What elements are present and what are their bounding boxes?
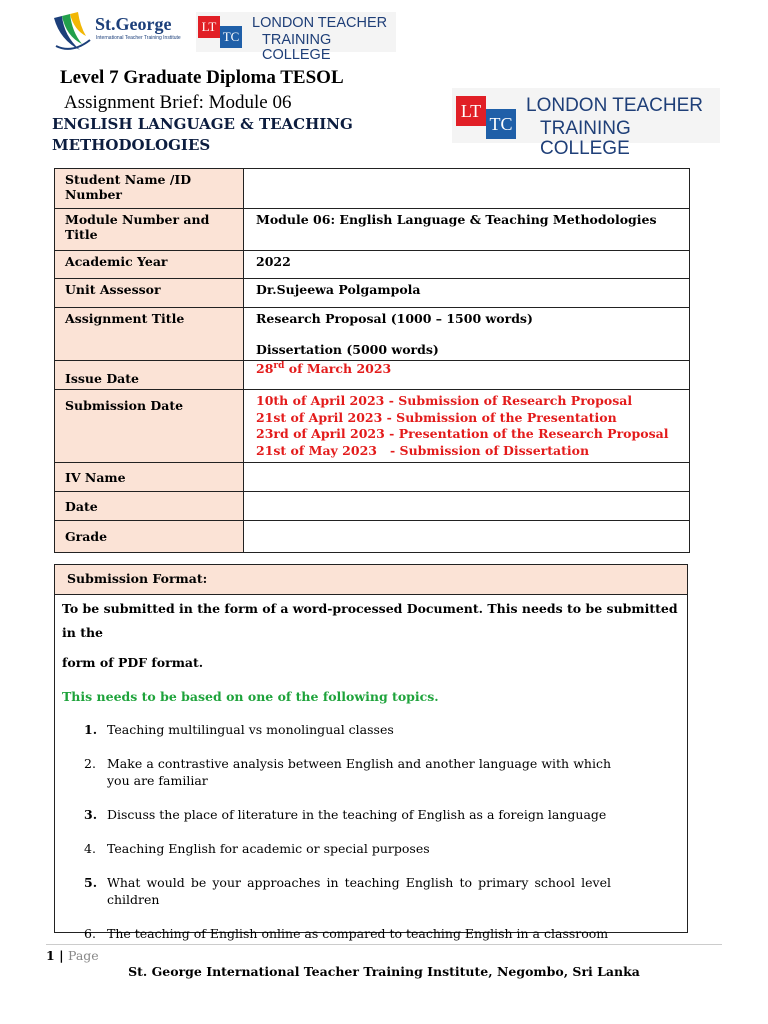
lttc-logo-small (196, 12, 396, 64)
topic-text: Make a contrastive analysis between English and another language with which you are familiar (107, 756, 611, 788)
topic-number: 3. (84, 807, 98, 822)
topic-number: 5. (84, 875, 98, 890)
module-title-line1: ENGLISH LANGUAGE & TEACHING (52, 115, 353, 133)
table-row (55, 209, 690, 251)
list-item (62, 806, 681, 823)
requirement-line2: form of PDF format. (62, 655, 204, 670)
topic-number: 6. (84, 926, 96, 941)
lttc-large-lt-box: LT (456, 96, 486, 126)
topic-number: 2. (84, 756, 96, 771)
issue-date-rest: of March 2023 (284, 361, 392, 377)
page-number (46, 948, 99, 963)
submission-date-label: Submission Date (55, 390, 244, 463)
topic-text: Teaching English for academic or special purposes (107, 841, 430, 856)
stgeorge-name: St.George (95, 14, 172, 34)
date-label: Date (55, 492, 244, 521)
academic-year-value: 2022 (244, 251, 690, 279)
unit-assessor-label: Unit Assessor (55, 279, 244, 308)
assignment-title-line1: Research Proposal (1000 – 1500 words) (256, 311, 533, 326)
level-heading: Level 7 Graduate Diploma TESOL (60, 67, 344, 88)
topic-number: 4. (84, 841, 96, 856)
iv-name-label: IV Name (55, 463, 244, 492)
unit-assessor-value: Dr.Sujeewa Polgampola (244, 279, 690, 308)
issue-date-value (244, 361, 690, 390)
module-label: Module Number and Title (55, 209, 244, 251)
lttc-large-tc-box: TC (486, 109, 516, 139)
page-word: Page (67, 948, 99, 963)
table-row (55, 390, 690, 463)
submission-date-line: 10th of April 2023 - Submission of Research Proposal (256, 393, 633, 408)
issue-date-label: Issue Date (55, 361, 244, 390)
module-title (52, 114, 353, 156)
list-item (62, 721, 681, 738)
page-separator: | (59, 948, 64, 963)
module-title-line2: METHODOLOGIES (52, 136, 211, 154)
lttc-lt-box: LT (198, 16, 220, 38)
assignment-title-line2: Dissertation (5000 words) (256, 342, 439, 357)
issue-date-day: 28 (256, 361, 274, 377)
topics-list (62, 721, 681, 942)
assignment-info-table (54, 168, 690, 553)
date-value[interactable] (244, 492, 690, 521)
stgeorge-logo (50, 10, 181, 54)
topic-text: Teaching multilingual vs monolingual classes (107, 722, 394, 737)
grade-value[interactable] (244, 521, 690, 553)
lttc-large-line2: TRAINING COLLEGE (540, 118, 631, 159)
lttc-large-line1: LONDON TEACHER (526, 95, 704, 116)
lttc-logo-large (452, 88, 720, 159)
table-row (55, 308, 690, 361)
table-row (55, 361, 690, 390)
list-item (62, 925, 681, 942)
stgeorge-emblem-icon (50, 10, 94, 54)
submission-date-value (244, 390, 690, 463)
lttc-line1: LONDON TEACHER (252, 15, 388, 31)
footer-divider (46, 944, 722, 945)
student-name-label: Student Name /ID Number (55, 169, 244, 209)
lttc-tc-box: TC (220, 26, 242, 48)
topic-text: Discuss the place of literature in the teaching of English as a foreign language (107, 807, 607, 822)
table-row (55, 279, 690, 308)
list-item (62, 840, 681, 857)
grade-label: Grade (55, 521, 244, 553)
topics-intro: This needs to be based on one of the following topics. (62, 689, 439, 704)
table-row (55, 251, 690, 279)
submission-date-line: 21st of April 2023 - Submission of the Presentation (256, 409, 617, 425)
assignment-title-label: Assignment Title (55, 308, 244, 361)
submission-format-heading: Submission Format: (55, 565, 687, 595)
academic-year-label: Academic Year (55, 251, 244, 279)
requirement-line1: To be submitted in the form of a word-processed Document. This needs to be submitted in the (62, 601, 678, 640)
submission-format-body (55, 595, 687, 942)
student-name-value[interactable] (244, 169, 690, 209)
topic-text: The teaching of English online as compared to teaching English in a classroom (107, 926, 609, 941)
assignment-brief-heading: Assignment Brief: Module 06 (64, 92, 292, 113)
iv-name-value[interactable] (244, 463, 690, 492)
list-item (62, 874, 681, 908)
issue-date-suffix: rd (273, 361, 285, 371)
submission-date-line: 21st of May 2023 - Submission of Dissertation (256, 442, 590, 458)
table-row (55, 169, 690, 209)
table-row (55, 463, 690, 492)
footer-institute: St. George International Teacher Training Institute, Negombo, Sri Lanka (128, 964, 640, 979)
page-number-value: 1 (46, 948, 55, 963)
stgeorge-subtitle: International Teacher Training Institute (96, 35, 181, 41)
topic-number: 1. (84, 722, 98, 737)
module-value: Module 06: English Language & Teaching Methodologies (244, 209, 690, 251)
submission-date-line: 23rd of April 2023 - Presentation of the Research Proposal (256, 426, 669, 441)
table-row (55, 492, 690, 521)
lttc-line2: TRAINING COLLEGE (262, 32, 332, 64)
assignment-title-value (244, 308, 690, 361)
topic-text: What would be your approaches in teaching English to primary school level children (107, 875, 611, 907)
submission-format-box (54, 564, 688, 941)
table-row (55, 521, 690, 553)
list-item (62, 755, 681, 789)
